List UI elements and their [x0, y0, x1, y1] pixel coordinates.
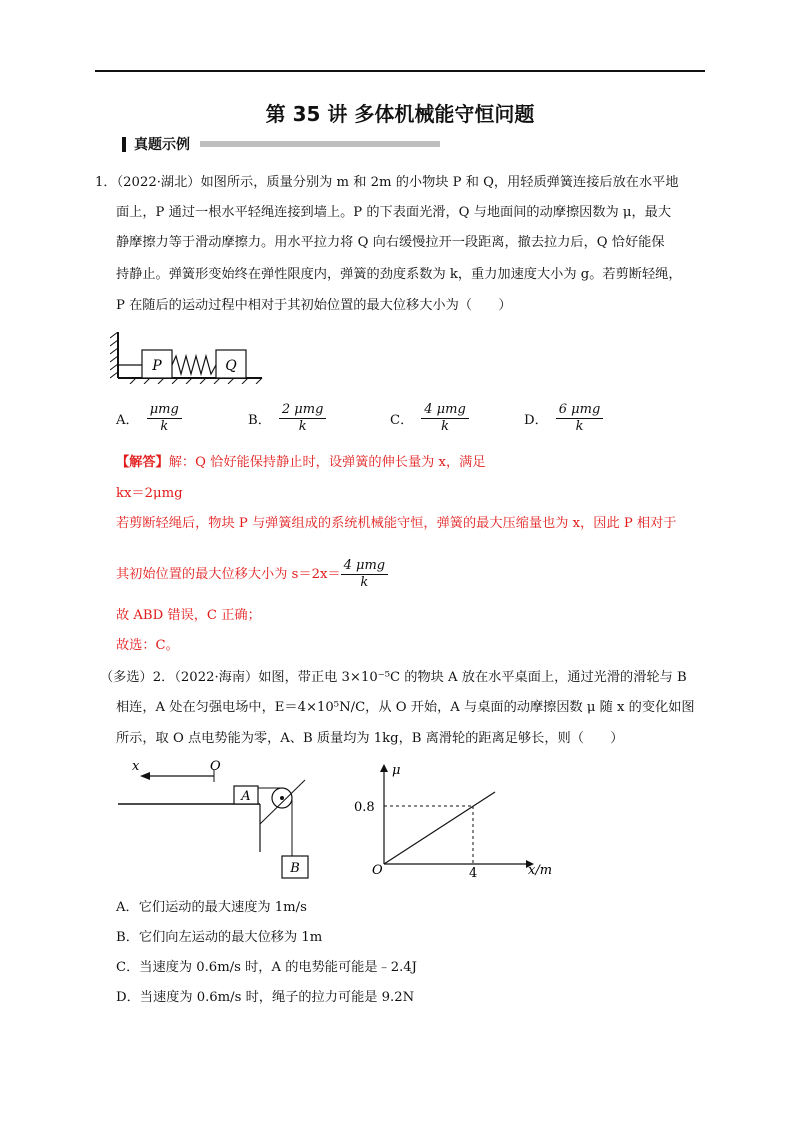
q1-line-3: 静摩擦力等于滑动摩擦力。用水平拉力将 Q 向右缓慢拉开一段距离，撤去拉力后，Q 恰好能保 [116, 235, 665, 250]
graph-origin-label: O [372, 863, 383, 878]
answer-text-1: 解：Q 恰好能保持静止时，设弹簧的伸长量为 x，满足 [168, 455, 486, 470]
fig-x-label: x [132, 759, 140, 774]
graph-y-label: μ [392, 763, 401, 778]
option-d-num: 6 μmg [556, 402, 604, 419]
q2-option-a: A．它们运动的最大速度为 1m/s [116, 900, 307, 915]
block-q-label: Q [225, 358, 237, 374]
block-b-label: B [290, 861, 300, 876]
q2-line-1: （多选）2．（2022·海南）如图，带正电 3×10⁻⁵C 的物块 A 放在水平桌面上，通过光滑的滑轮与 B [100, 670, 687, 685]
graph-y-tick: 0.8 [354, 800, 375, 815]
fig-o-label: O [210, 759, 221, 774]
option-a-den: k [160, 419, 169, 434]
graph-x-tick: 4 [469, 866, 478, 881]
option-a-fraction [147, 402, 182, 435]
graph-y-arrow [380, 764, 388, 772]
q2-option-b: B．它们向左运动的最大位移为 1m [116, 930, 323, 945]
header-rule [95, 70, 705, 72]
section-underline [200, 141, 440, 147]
page-title: 第 35 讲 多体机械能守恒问题 [265, 102, 535, 126]
graph-x-label: x/m [528, 863, 553, 878]
q2-option-d: D．当速度为 0.6m/s 时，绳子的拉力可能是 9.2N [116, 990, 415, 1005]
graph-mu-line [384, 792, 495, 864]
answer-fraction [341, 558, 389, 591]
option-c-num: 4 μmg [421, 402, 469, 419]
option-b-num: 2 μmg [279, 402, 327, 419]
option-d-fraction [556, 402, 604, 435]
answer-tag: 【解答】 [116, 455, 169, 470]
answer-line-5: 故 ABD 错误，C 正确； [116, 608, 261, 623]
answer-frac-den: k [360, 575, 369, 590]
option-a-num: μmg [147, 402, 182, 419]
answer-line-1 [116, 450, 486, 476]
q1-line-5: P 在随后的运动过程中相对于其初始位置的最大位移大小为（ ） [116, 298, 512, 313]
answer-line-6: 故选：C。 [116, 638, 179, 653]
section-label: 真题示例 [134, 137, 190, 153]
answer-frac-num: 4 μmg [341, 558, 389, 575]
mu-x-graph [350, 756, 570, 886]
q2-option-c: C．当速度为 0.6m/s 时，A 的电势能可能是﹣2.4J [116, 960, 417, 975]
q1-line-2: 面上，P 通过一根水平轻绳连接到墙上。P 的下表面光滑，Q 与地面间的动摩擦因数为 μ，最大 [116, 205, 672, 220]
x-arrow-head [140, 772, 150, 780]
q1-line-1: 1．（2022·湖北）如图所示，质量分别为 m 和 2m 的小物块 P 和 Q，用轻质弹簧连接后放在水平地 [95, 175, 679, 190]
pulley-bracket [260, 780, 305, 824]
block-a-label: A [241, 789, 251, 804]
q1-option-d [524, 402, 603, 435]
q2-line-2: 相连，A 处在匀强电场中，E＝4×10⁵N/C，从 O 开始，A 与桌面的动摩擦因数 μ 随 x 的变化如图 [116, 700, 695, 715]
q1-option-c [390, 402, 469, 435]
spring [172, 356, 216, 374]
answer-line-4 [116, 558, 388, 591]
option-b-den: k [298, 419, 307, 434]
option-b-fraction [279, 402, 327, 435]
q2-line-3: 所示，取 O 点电势能为零，A、B 质量均为 1kg，B 离滑轮的距离足够长，则（ ） [116, 731, 624, 746]
q1-line-4: 持静止。弹簧形变始终在弹性限度内，弹簧的劲度系数为 k，重力加速度大小为 g。若剪断轻绳， [116, 267, 682, 282]
option-b-label: B． [248, 413, 271, 428]
section-marker [122, 137, 126, 152]
answer-line-3: 若剪断轻绳后，物块 P 与弹簧组成的系统机械能守恒，弹簧的最大压缩量也为 x，因此 P 相对于 [116, 516, 677, 531]
spring-block-figure [110, 332, 270, 384]
block-p-label: P [152, 358, 162, 374]
option-a-label: A． [116, 413, 139, 428]
option-c-den: k [441, 419, 449, 434]
q1-option-a [116, 402, 182, 435]
answer-line-2: kx＝2μmg [116, 486, 183, 501]
pulley-axle [280, 796, 284, 800]
option-c-label: C． [390, 413, 414, 428]
answer-text-4: 其初始位置的最大位移大小为 s＝2x＝ [116, 566, 341, 582]
section-header [122, 134, 440, 154]
pulley-figure [110, 756, 325, 886]
option-c-fraction [421, 402, 469, 435]
q1-option-b [248, 402, 326, 435]
option-d-den: k [575, 419, 584, 434]
option-d-label: D． [524, 413, 548, 428]
